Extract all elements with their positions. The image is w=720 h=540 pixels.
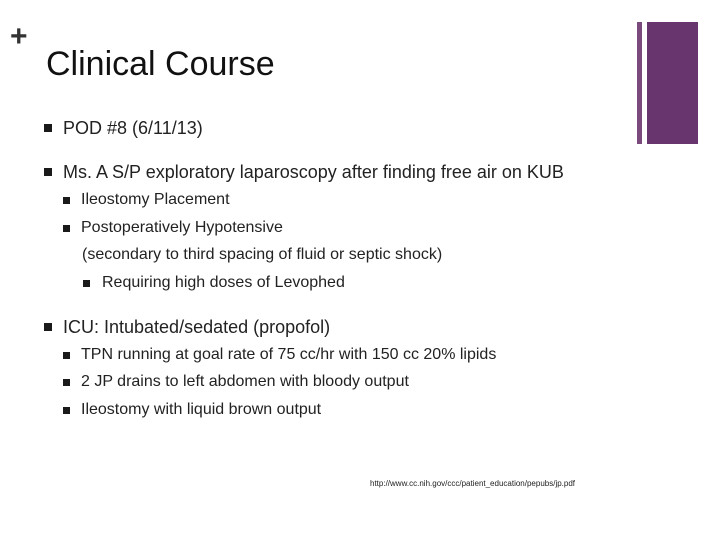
bullet-item (44, 316, 330, 338)
bullet-square-icon (44, 323, 52, 331)
sub-bullet-item (63, 218, 283, 238)
bullet-square-icon (63, 407, 70, 414)
bullet-text: Requiring high doses of Levophed (102, 274, 345, 291)
sub-bullet-item (63, 372, 409, 392)
bullet-square-icon (63, 197, 70, 204)
bullet-continuation: (secondary to third spacing of fluid or septic shock) (82, 246, 443, 263)
bullet-text: POD #8 (6/11/13) (63, 118, 203, 138)
bullet-text: Ileostomy Placement (81, 191, 230, 208)
bullet-square-icon (63, 379, 70, 386)
bullet-text: ICU: Intubated/sedated (propofol) (63, 317, 331, 337)
bullet-square-icon (63, 225, 70, 232)
sub-sub-bullet-item (83, 273, 345, 293)
bullet-item (44, 117, 203, 139)
bullet-square-icon (83, 280, 90, 287)
sub-bullet-item (63, 190, 230, 210)
bullet-square-icon (63, 352, 70, 359)
bullet-square-icon (44, 168, 52, 176)
accent-bar-thick (647, 22, 698, 144)
slide-title: Clinical Course (46, 45, 275, 83)
bullet-text: Ms. A S/P exploratory laparoscopy after finding free air on KUB (63, 162, 564, 182)
bullet-item (44, 161, 564, 183)
accent-bar-thin (637, 22, 642, 144)
bullet-text: TPN running at goal rate of 75 cc/hr with 150 cc 20% lipids (81, 346, 497, 363)
bullet-text: 2 JP drains to left abdomen with bloody output (81, 373, 409, 390)
sub-bullet-item (63, 345, 496, 365)
bullet-square-icon (44, 124, 52, 132)
bullet-text: Ileostomy with liquid brown output (81, 401, 322, 418)
source-link[interactable]: http://www.cc.nih.gov/ccc/patient_education/pepubs/jp.pdf (370, 479, 576, 488)
bullet-text: Postoperatively Hypotensive (81, 219, 283, 236)
plus-marker: + (10, 20, 28, 53)
sub-bullet-item (63, 400, 321, 420)
